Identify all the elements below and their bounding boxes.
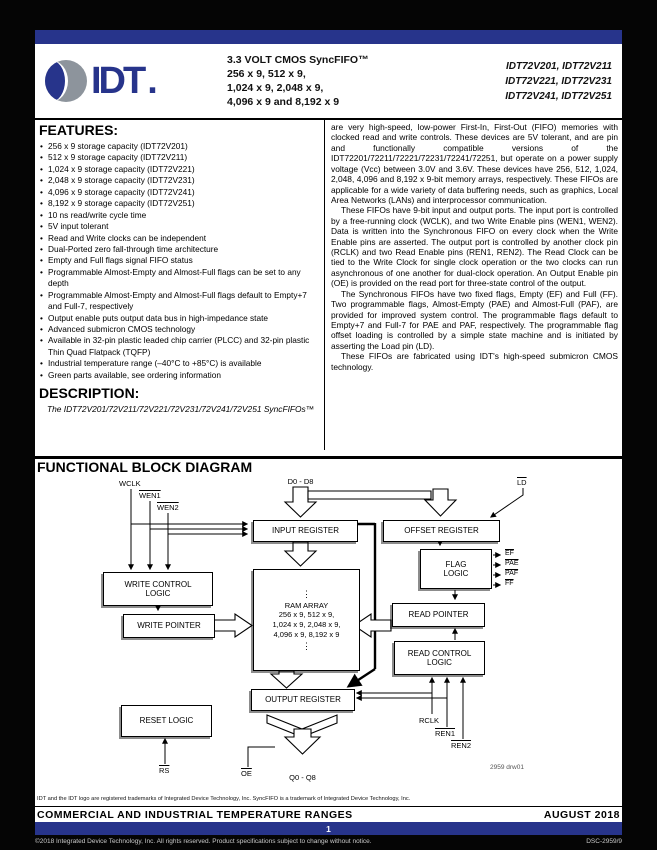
read-control-logic-box: READ CONTROL LOGIC	[394, 641, 485, 675]
feature-item: • 5V input tolerant	[39, 221, 318, 232]
features-list	[39, 141, 318, 381]
oe-label: $\overline{OE}$	[241, 769, 252, 778]
description-paragraph: These FIFOs have 9-bit input and output ports. The input port is controlled by a free-running clock (WCLK), and two Write Enable pins (WEN1, WEN2). Data is written into the Synchronous FIFO on every clock when the Write Enable pins are asserted. The output port is controlled by another clock pin (RCLK) and two Read Enable pins (REN1, REN2). The Read Clock can be tied to the Write Clock for single clock operation or the two clocks can run asynchronous of one another for dual-clock operation. An Output Enable pin (OE) is provided on the read port for three-state control of the output.	[331, 205, 618, 289]
ellipsis-dots: ⋮	[302, 640, 311, 651]
ram-array-title: RAM ARRAY	[284, 600, 329, 610]
title-block	[215, 53, 432, 110]
block-diagram-heading: FUNCTIONAL BLOCK DIAGRAM	[37, 459, 253, 475]
feature-item: • Available in 32-pin plastic leaded chip carrier (PLCC) and 32-pin plastic Thin Quad Flatpack (TQFP)	[39, 335, 318, 358]
content-columns	[35, 120, 622, 456]
rclk-label: RCLK	[419, 716, 440, 725]
feature-item: • Programmable Almost-Empty and Almost-Full flags default to Empty+7 and Full-7, respectively	[39, 290, 318, 313]
trademark-note: IDT and the IDT logo are registered trademarks of Integrated Device Technology, Inc. SyncFIFO is a trademark of Integrated Device Technology, Inc.	[37, 796, 411, 802]
q-bus-label: Q0 - Q8	[289, 773, 316, 782]
description-intro: The IDT72V201/72V211/72V221/72V231/72V241/72V251 SyncFIFOs™	[47, 404, 315, 415]
title-line-4: 4,096 x 9 and 8,192 x 9	[227, 96, 340, 109]
part-number-line: IDT72V221, IDT72V231	[505, 75, 612, 87]
temperature-range-label: COMMERCIAL AND INDUSTRIAL TEMPERATURE RANGES	[37, 808, 353, 821]
ram-array-size-line: 1,024 x 9, 2,048 x 9,	[272, 620, 341, 629]
part-number-line: IDT72V201, IDT72V211	[506, 60, 612, 72]
page-number: 1	[326, 823, 331, 834]
feature-item: • Advanced submicron CMOS technology	[39, 324, 318, 335]
doc-number: DSC-2959/9	[586, 838, 622, 845]
flag-logic-box: FLAG LOGIC	[420, 549, 492, 589]
reset-logic-box: RESET LOGIC	[121, 705, 212, 737]
read-pointer-box: READ POINTER	[392, 603, 485, 627]
feature-item: • Green parts available, see ordering information	[39, 370, 318, 381]
input-register-box: INPUT REGISTER	[253, 520, 358, 542]
feature-item: • Read and Write clocks can be independent	[39, 233, 318, 244]
paf-flag-label: $\overline{PAF}$	[505, 570, 519, 577]
copyright-text: ©2018 Integrated Device Technology, Inc. All rights reserved. Product specifications subject to change without notice.	[35, 838, 372, 845]
feature-item: • Programmable Almost-Empty and Almost-Full flags can be set to any depth	[39, 267, 318, 290]
title-line-2: 256 x 9, 512 x 9,	[227, 67, 306, 80]
ld-label: $\overline{LD}$	[517, 478, 527, 487]
title-line-3: 1,024 x 9, 2,048 x 9,	[227, 82, 324, 94]
date-label: AUGUST 2018	[543, 808, 620, 821]
feature-item: • 512 x 9 storage capacity (IDT72V211)	[39, 152, 318, 163]
ram-array-box	[253, 569, 360, 671]
wen2-label: WEN2	[157, 503, 179, 512]
part-numbers	[432, 59, 622, 104]
idt-logo-text: IDT	[91, 60, 144, 102]
top-blue-bar	[35, 30, 622, 44]
idt-logo-icon	[45, 60, 87, 102]
output-register-box: OUTPUT REGISTER	[251, 689, 355, 711]
title-line-1: 3.3 VOLT CMOS SyncFIFO™	[227, 53, 369, 66]
write-control-logic-box: WRITE CONTROL LOGIC	[103, 572, 213, 606]
page-body	[35, 30, 622, 832]
feature-item: • Industrial temperature range (–40°C to +85°C) is available	[39, 358, 318, 369]
footer-row	[35, 806, 622, 822]
description-paragraph: These FIFOs are fabricated using IDT's high-speed submicron CMOS technology.	[331, 351, 618, 372]
header	[35, 44, 622, 118]
d-bus-label: D0 - D8	[287, 477, 314, 486]
left-column	[35, 120, 324, 456]
part-number-line: IDT72V241, IDT72V251	[505, 90, 612, 102]
feature-item: • Dual-Ported zero fall-through time architecture	[39, 244, 318, 255]
wclk-label: WCLK	[119, 479, 141, 488]
description-heading: DESCRIPTION:	[39, 385, 140, 402]
feature-item: • Empty and Full flags signal FIFO status	[39, 255, 318, 266]
feature-item: • 10 ns read/write cycle time	[39, 210, 318, 221]
ram-array-size-line: 4,096 x 9, 8,192 x 9	[273, 629, 340, 639]
functional-block-diagram	[35, 477, 622, 795]
ram-array-size-line: 256 x 9, 512 x 9,	[278, 610, 335, 620]
description-paragraph: are very high-speed, low-power First-In, First-Out (FIFO) memories with clocked read and write controls. These devices are 5V tolerant, and are pin and functionally compatible versions of the IDT72201/72211/72221/72231/72241/72251, but operate on a power supply voltage (Vcc) between 3.0V and 3.6V. These devices have 256, 512, 1,024, 2,048, 4,096 and 8,192 x 9-bit memory arrays, respectively. These FIFOs are applicable for a wide variety of data buffering needs, such as graphics, Local Area Networks (LANs) and interprocessor communication.	[331, 122, 618, 205]
rs-label: $\overline{RS}$	[159, 766, 170, 775]
page-number-bar	[35, 822, 622, 835]
description-paragraph: The Synchronous FIFOs have two fixed flags, Empty (EF) and Full (FF). Two programmable flags, Almost-Empty (PAE) and Almost-Full (PAF), are provided for improved system control. The programmable flags default to Empty+7 and Full-7 for PAE and PAF, respectively. The programmable flag offset loading is controlled by a simple state machine and is initiated by asserting the Load pin (LD).	[331, 288, 618, 351]
ff-flag-label: $\overline{FF}$	[505, 580, 514, 587]
idt-logo-dot: .	[147, 60, 158, 102]
right-column	[325, 120, 622, 456]
idt-logo	[35, 60, 215, 102]
write-pointer-box: WRITE POINTER	[123, 614, 215, 638]
ram-array-content	[273, 588, 341, 653]
figure-number: 2959 drw01	[490, 764, 524, 771]
features-heading: FEATURES:	[39, 122, 119, 138]
feature-item: • 2,048 x 9 storage capacity (IDT72V231)	[39, 175, 318, 186]
feature-item: • 8,192 x 9 storage capacity (IDT72V251)	[39, 198, 318, 209]
ren1-label: REN1	[435, 729, 456, 738]
ellipsis-dots: ⋮	[302, 588, 311, 599]
ef-flag-label: $\overline{EF}$	[505, 550, 514, 557]
wen1-label: WEN1	[139, 491, 161, 500]
feature-item: • 4,096 x 9 storage capacity (IDT72V241)	[39, 187, 318, 198]
copyright-row	[35, 838, 622, 845]
feature-item: • 1,024 x 9 storage capacity (IDT72V221)	[39, 164, 318, 175]
offset-register-box: OFFSET REGISTER	[383, 520, 500, 542]
ren2-label: REN2	[451, 741, 472, 750]
feature-item: • Output enable puts output data bus in high-impedance state	[39, 313, 318, 324]
feature-item: • 256 x 9 storage capacity (IDT72V201)	[39, 141, 318, 152]
pae-flag-label: $\overline{PAE}$	[505, 560, 519, 567]
